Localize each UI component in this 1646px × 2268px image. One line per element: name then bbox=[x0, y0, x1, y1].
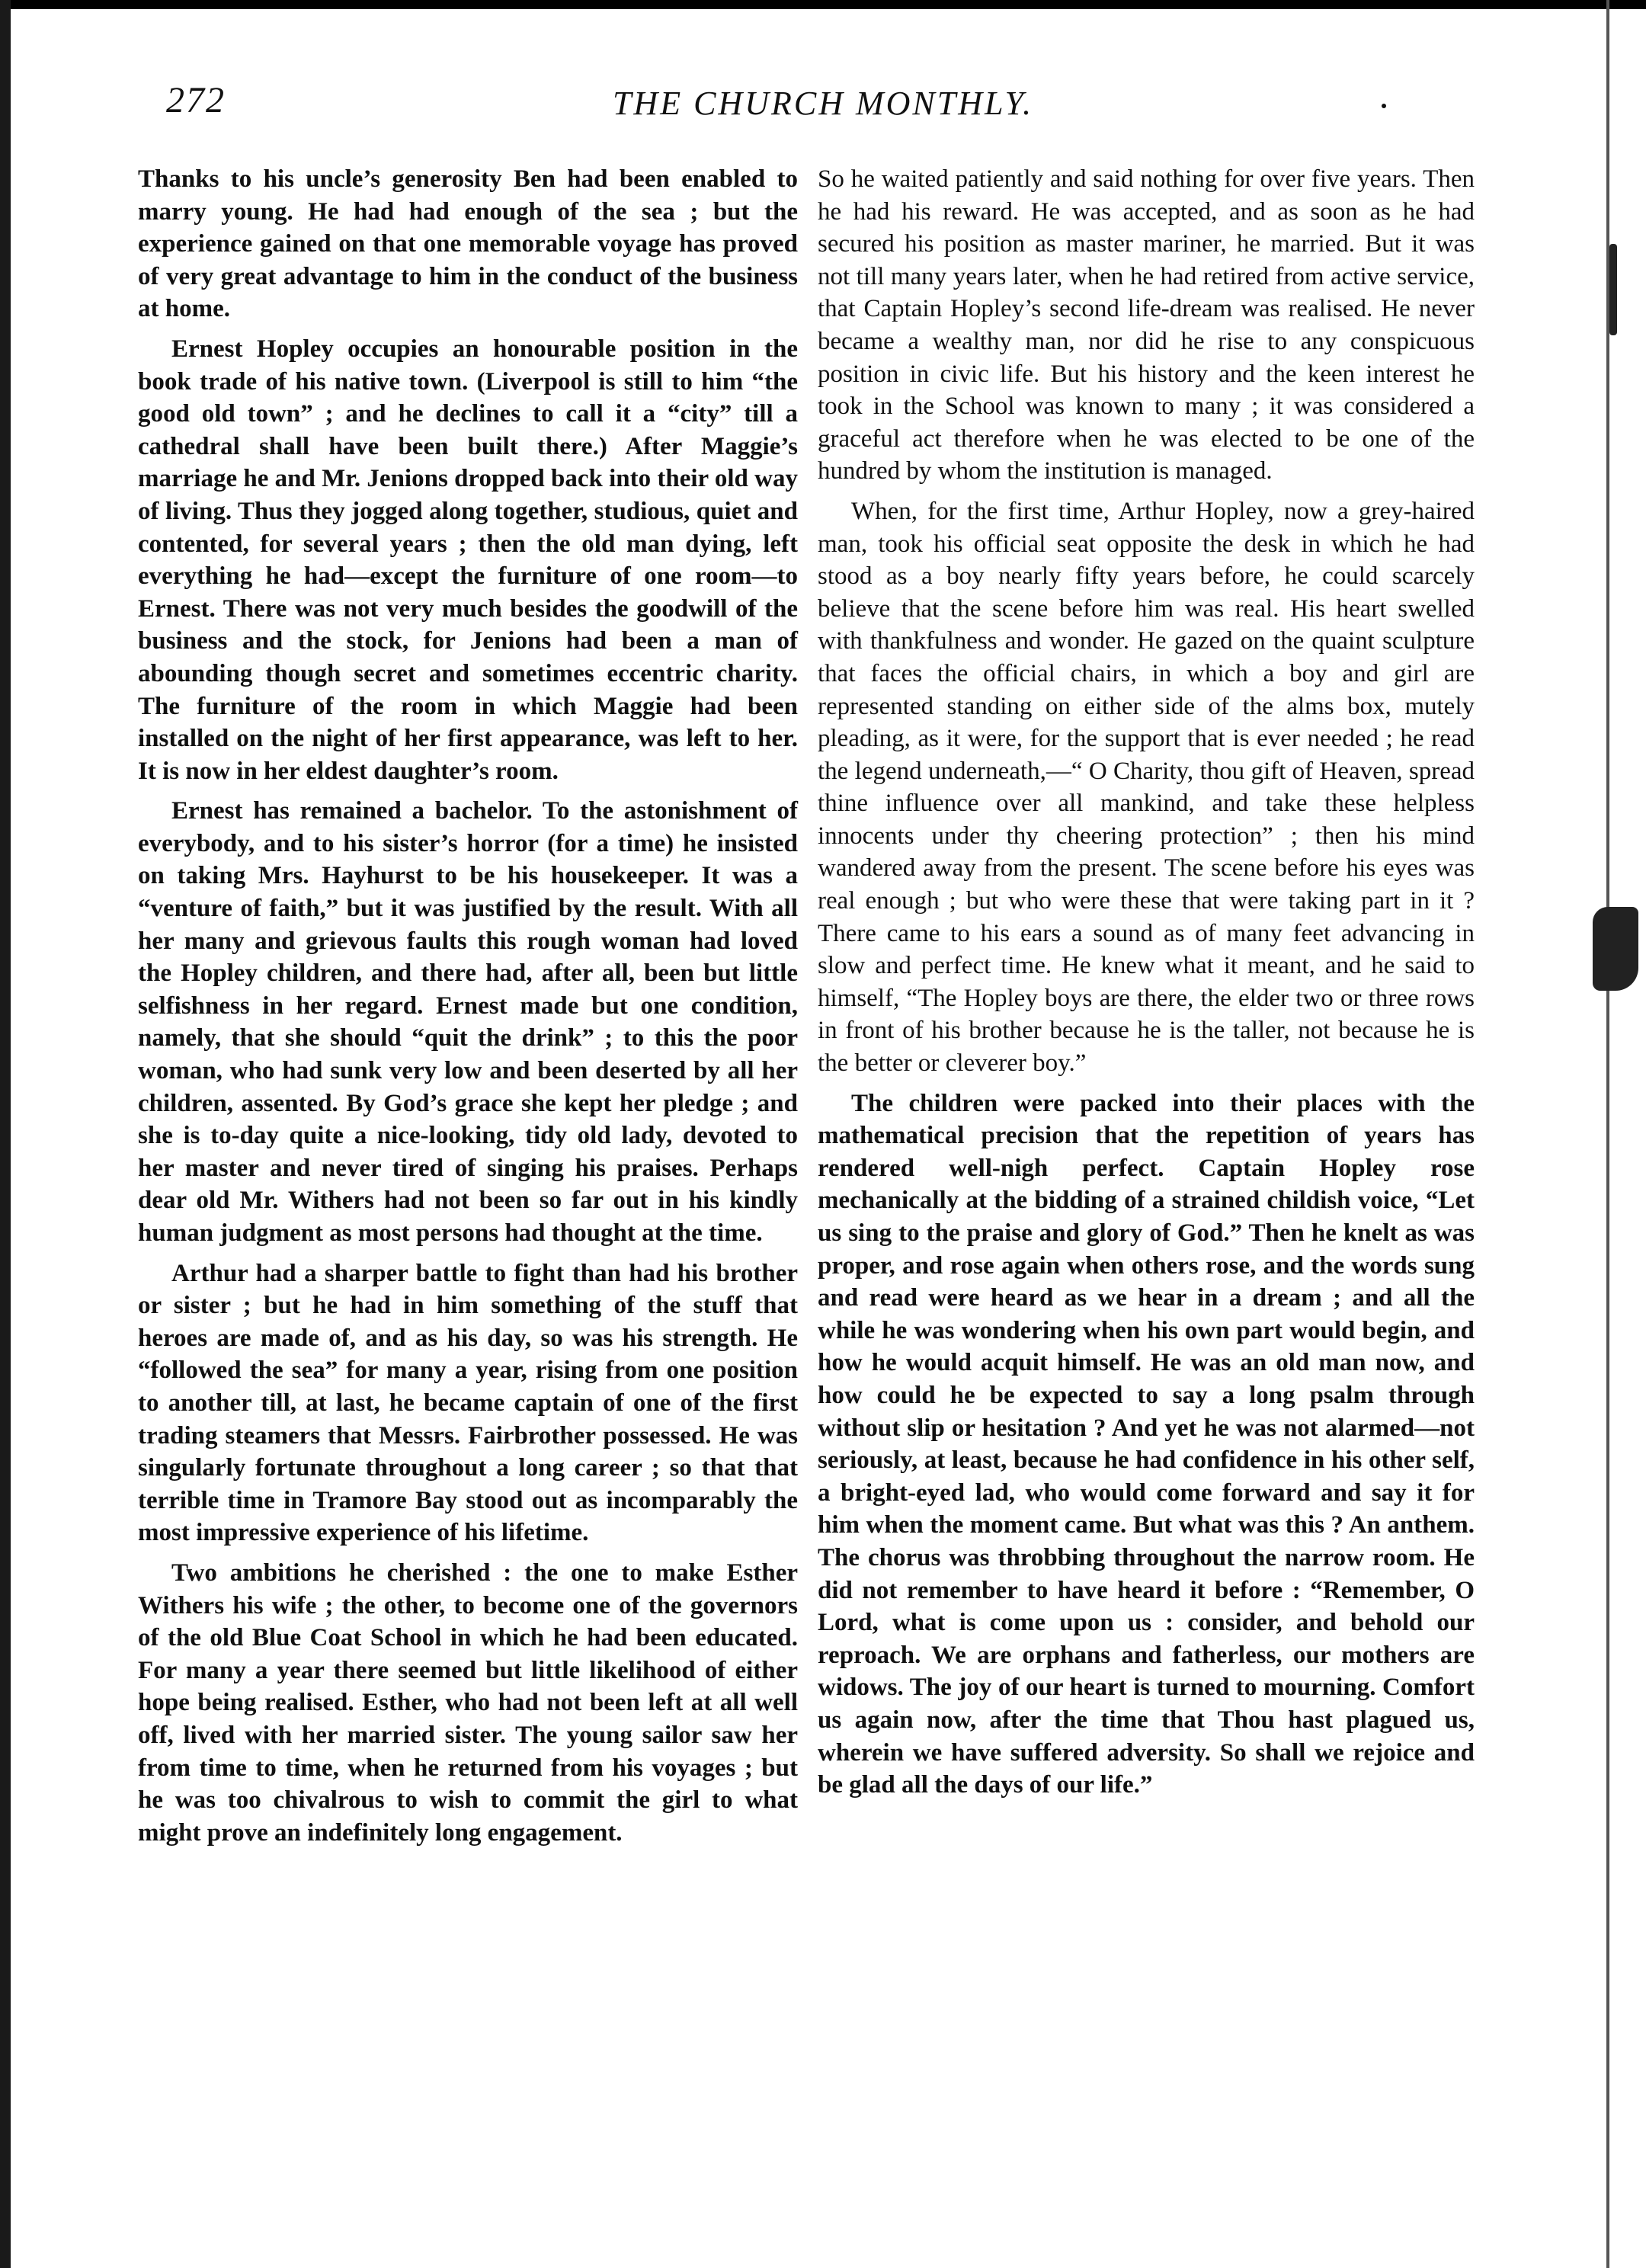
paragraph: So he waited patiently and said nothing for over five years. Then he had his reward. He was accepted, and as soon as he had secured his position as master mariner, he married. But it was not till many years later, when he had retired from active service, that Captain Hopley’s second life-dream was realised. He never became a wealthy man, nor did he rise to any conspicuous position in civic life. But his history and the keen interest he took in the School was known to many ; it was considered a graceful act therefore when he was elected to be one of the hundred by whom the institution is managed. bbox=[818, 165, 1475, 485]
scan-top-border bbox=[0, 0, 1646, 9]
paragraph: Arthur had a sharper battle to fight than had his brother or sister ; but he had in him something of the stuff that heroes are made of, and as his day, so was his strength. He “followed the sea” for many a year, rising from one position to another till, at last, he became captain of one of the first trading steamers that Messrs. Fairbrother possessed. He was singularly fortunate throughout a long career ; so that that terrible time in Tramore Bay stood out as incomparably the most impressive experience of his lifetime. bbox=[138, 1259, 798, 1547]
paragraph: Ernest has remained a bachelor. To the astonishment of everybody, and to his sister’s horror (for a time) he insisted on taking Mrs. Hayhurst to be his housekeeper. It was a “venture of faith,” but it was justified by the result. With all her many and grievous faults this rough woman had loved the Hopley children, and there had, after all, been but little selfishness in her regard. Ernest made but one condition, namely, that she should “quit the drink” ; to this the poor woman, who had sunk very low and been deserted by all her children, assented. By God’s grace she kept her pledge ; and she is to-day quite a nice-looking, tidy old lady, devoted to her master and never tired of singing his praises. Perhaps dear old Mr. Withers had not been so far out in his kindly human judgment as most persons had thought at the time. bbox=[138, 797, 798, 1247]
stray-ink-dot bbox=[1382, 104, 1386, 108]
paragraph: Ernest Hopley occupies an honourable position in the book trade of his native town. (Liverpool is still to him “the good old town” ; and he declines to call it a “city” till a cathedral shall have been built there.) After Maggie’s marriage he and Mr. Jenions dropped back into their old way of living. Thus they jogged along together, studious, quiet and contented, for several years ; then the old man dying, left everything he had—except the furniture of one room—to Ernest. There was not very much besides the goodwill of the business and the stock, for Jenions had been a man of abounding though secret and sometimes eccentric charity. The furniture of the room in which Maggie had been installed on the night of her first appearance, was left to her. It is now in her eldest daughter’s room. bbox=[138, 335, 798, 785]
scan-right-edge bbox=[1606, 0, 1609, 2268]
left-column bbox=[138, 163, 798, 1856]
paragraph: Thanks to his uncle’s generosity Ben had been enabled to marry young. He had had enough of the sea ; but the experience gained on that one memorable voyage has proved of very great advantage to him in the conduct of the business at home. bbox=[138, 165, 798, 323]
paragraph: The children were packed into their places with the mathematical precision that the repetition of years has rendered well-nigh perfect. Captain Hopley rose mechanically at the bidding of a strained childish voice, “Let us sing to the praise and glory of God.” Then he knelt as was proper, and rose again when others rose, and the words sung and read were heard as we hear in a dream ; and all the while he was wondering when his own part would begin, and how he would acquit himself. He was an old man now, and how could he be expected to say a long psalm through without slip or hesitation ? And yet he was not alarmed—not seriously, at least, because he had confidence in his other self, a bright-eyed lad, who would come forward and say it for him when the moment came. But what was this ? An anthem. The chorus was throbbing throughout the narrow room. He did not remember to have heard it before : “Remember, O Lord, what is come upon us : consider, and behold our reproach. We are orphans and fatherless, our mothers are widows. The joy of our heart is turned to mourning. Comfort us again now, after the time that Thou hast plagued us, wherein we have suffered adversity. So shall we rejoice and be glad all the days of our life.” bbox=[818, 1089, 1475, 1799]
scan-ink-blot bbox=[1593, 907, 1638, 991]
running-header-title: THE CHURCH MONTHLY. bbox=[612, 85, 1034, 122]
paragraph: Two ambitions he cherished : the one to make Esther Withers his wife ; the other, to become one of the governors of the old Blue Coat School in which he had been educated. For many a year there seemed but little likelihood of either hope being realised. Esther, who had not been left at all well off, lived with her married sister. The young sailor saw her from time to time, when he returned from his voyages ; but he was too chivalrous to wish to commit the girl to what might prove an indefinitely long engagement. bbox=[138, 1558, 798, 1847]
right-column bbox=[818, 163, 1475, 1809]
paragraph: When, for the first time, Arthur Hopley, now a grey-haired man, took his official seat opposite the desk in which he had stood as a boy nearly fifty years before, he could scarcely believe that the scene before him was real. His heart swelled with thankfulness and wonder. He gazed on the quaint sculpture that faces the official chairs, in which a boy and girl are represented standing on either side of the alms box, mutely pleading, as it were, for the support that is ever needed ; he read the legend underneath,—“ O Charity, thou gift of Heaven, spread thine influence over all mankind, and take these helpless innocents under thy cheering protection” ; then his mind wandered away from the present. The scene before his eyes was real enough ; but who were these that were taking part in it ? There came to his ears a sound as of many feet advancing in slow and perfect time. He knew what it meant, and he said to himself, “The Hopley boys are there, the elder two or three rows in front of his brother because he is the taller, not because he is the better or cleverer boy.” bbox=[818, 497, 1475, 1078]
page-number: 272 bbox=[166, 80, 226, 120]
scan-left-border bbox=[0, 0, 11, 2268]
scan-binding-mark bbox=[1609, 244, 1617, 335]
